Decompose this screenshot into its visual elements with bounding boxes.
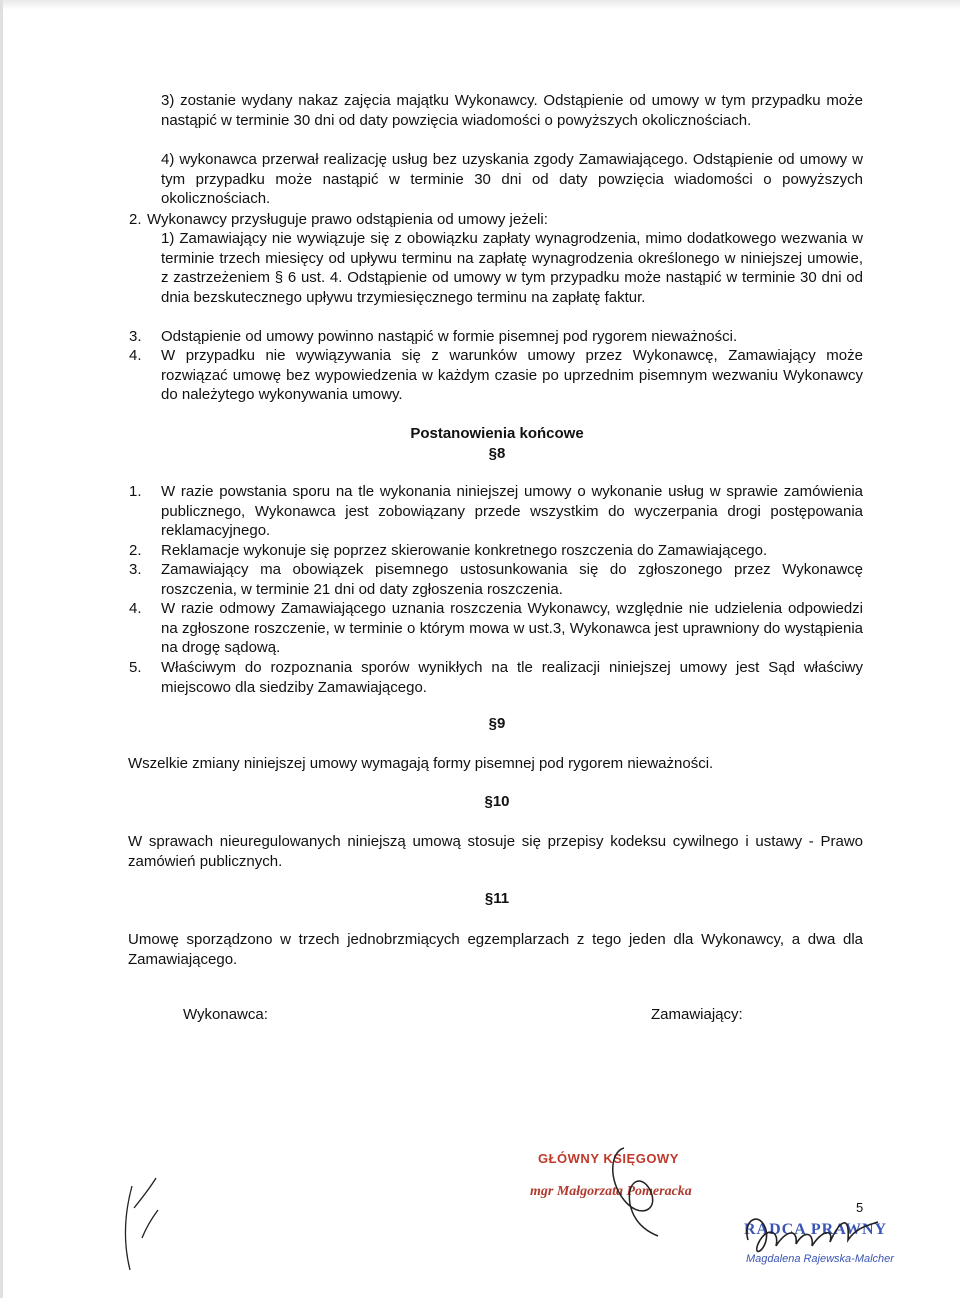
chief-accountant-stamp-title: GŁÓWNY KSIĘGOWY bbox=[538, 1151, 679, 1166]
section-heading-10: §10 bbox=[484, 793, 510, 810]
chief-accountant-signature bbox=[600, 1140, 680, 1240]
clause-number-4: 4. bbox=[129, 347, 142, 364]
clause-3-text: Odstąpienie od umowy powinno nastąpić w formie pisemnej pod rygorem nieważności. bbox=[161, 328, 738, 345]
s8-item-text: Reklamacje wykonuje się poprzez skierowanie konkretnego roszczenia do Zamawiającego. bbox=[161, 542, 768, 559]
legal-counsel-signature bbox=[738, 1200, 888, 1270]
clause-2-item-1: 1) Zamawiający nie wywiązuje się z obowiązku zapłaty wynagrodzenia, mimo dodatkowego wezwania w terminie trzech miesięcy od upływu terminu na zapłatę wynagrodzenia określonego w niniejszej umowie, z zastrzeżeniem § 6 ust. 4. Odstąpienie od umowy w tym przypadku może nastąpić w terminie 30 dni od dnia bezskutecznego upływu trzymiesięcznego terminu na zapłatę faktur. bbox=[161, 230, 863, 306]
s8-item-text: W razie powstania sporu na tle wykonania niniejszej umowy o wykonanie usług w sprawie zamówienia publicznego, Wykonawca jest zobowiązany przede wszystkim do wyczerpania drogi postępowania reklamacyjnego. bbox=[161, 483, 863, 539]
clause-4-text: W przypadku nie wywiązywania się z warunków umowy przez Wykonawcę, Zamawiający może rozwiązać umowę bez wypowiedzenia w każdym czasie po uprzednim pisemnym wezwaniu Wykonawcy do należytego wykonywania umowy. bbox=[161, 347, 863, 403]
handwritten-initial bbox=[112, 1168, 172, 1278]
page-number: 5 bbox=[856, 1200, 864, 1215]
s8-item-number: 2. bbox=[129, 542, 142, 559]
s8-item-number: 3. bbox=[129, 561, 142, 578]
scan-top-edge bbox=[0, 0, 960, 10]
legal-counsel-stamp-name: Magdalena Rajewska-Malcher bbox=[746, 1253, 894, 1265]
s11-text: Umowę sporządzono w trzech jednobrzmiących egzemplarzach z tego jeden dla Wykonawcy, a dwa dla Zamawiającego. bbox=[128, 931, 863, 968]
clause-number-3: 3. bbox=[129, 328, 142, 345]
clause-number-2: 2. bbox=[129, 211, 142, 228]
clause-item-4: 4) wykonawca przerwał realizację usług bez uzyskania zgody Zamawiającego. Odstąpienie od umowy w tym przypadku może nastąpić w terminie 30 dni od daty powzięcia wiadomości o powyższych okolicznościach. bbox=[161, 151, 863, 207]
s8-item-number: 5. bbox=[129, 659, 142, 676]
scan-left-edge bbox=[0, 0, 3, 1298]
s8-item-number: 4. bbox=[129, 600, 142, 617]
s9-text: Wszelkie zmiany niniejszej umowy wymagają formy pisemnej pod rygorem nieważności. bbox=[128, 755, 714, 772]
contractor-signature-label: Wykonawca: bbox=[183, 1006, 268, 1023]
s8-item-number: 1. bbox=[129, 483, 142, 500]
s8-item-text: Zamawiający ma obowiązek pisemnego ustosunkowania się do zgłoszonego przez Wykonawcę roszczenia, w terminie 21 dni od daty zgłoszenia roszczenia. bbox=[161, 561, 863, 598]
s10-text: W sprawach nieuregulowanych niniejszą umową stosuje się przepisy kodeksu cywilnego i ustawy - Prawo zamówień publicznych. bbox=[128, 833, 863, 870]
legal-counsel-stamp-title: RADCA PRAWNY bbox=[744, 1221, 888, 1238]
section-heading-final-provisions: Postanowienia końcowe bbox=[410, 425, 584, 442]
clause-2-text: Wykonawcy przysługuje prawo odstąpienia od umowy jeżeli: bbox=[147, 211, 548, 228]
client-signature-label: Zamawiający: bbox=[651, 1006, 743, 1023]
section-heading-11: §11 bbox=[484, 890, 510, 907]
s8-item-text: Właściwym do rozpoznania sporów wynikłych na tle realizacji niniejszej umowy jest Sąd właściwy miejscowo dla siedziby Zamawiającego. bbox=[161, 659, 863, 696]
section-heading-9: §9 bbox=[488, 715, 506, 732]
clause-item-3: 3) zostanie wydany nakaz zajęcia majątku Wykonawcy. Odstąpienie od umowy w tym przypadku może nastąpić w terminie 30 dni od daty powzięcia wiadomości o powyższych okolicznościach. bbox=[161, 92, 863, 129]
section-heading-8: §8 bbox=[488, 445, 506, 462]
chief-accountant-stamp-name: mgr Małgorzata Pomeracka bbox=[530, 1184, 692, 1199]
s8-item-text: W razie odmowy Zamawiającego uznania roszczenia Wykonawcy, względnie nie udzielenia odpowiedzi na zgłoszone roszczenie, w terminie o którym mowa w ust.3, Wykonawca jest uprawniony do wystąpienia na drogę sądową. bbox=[161, 600, 863, 656]
